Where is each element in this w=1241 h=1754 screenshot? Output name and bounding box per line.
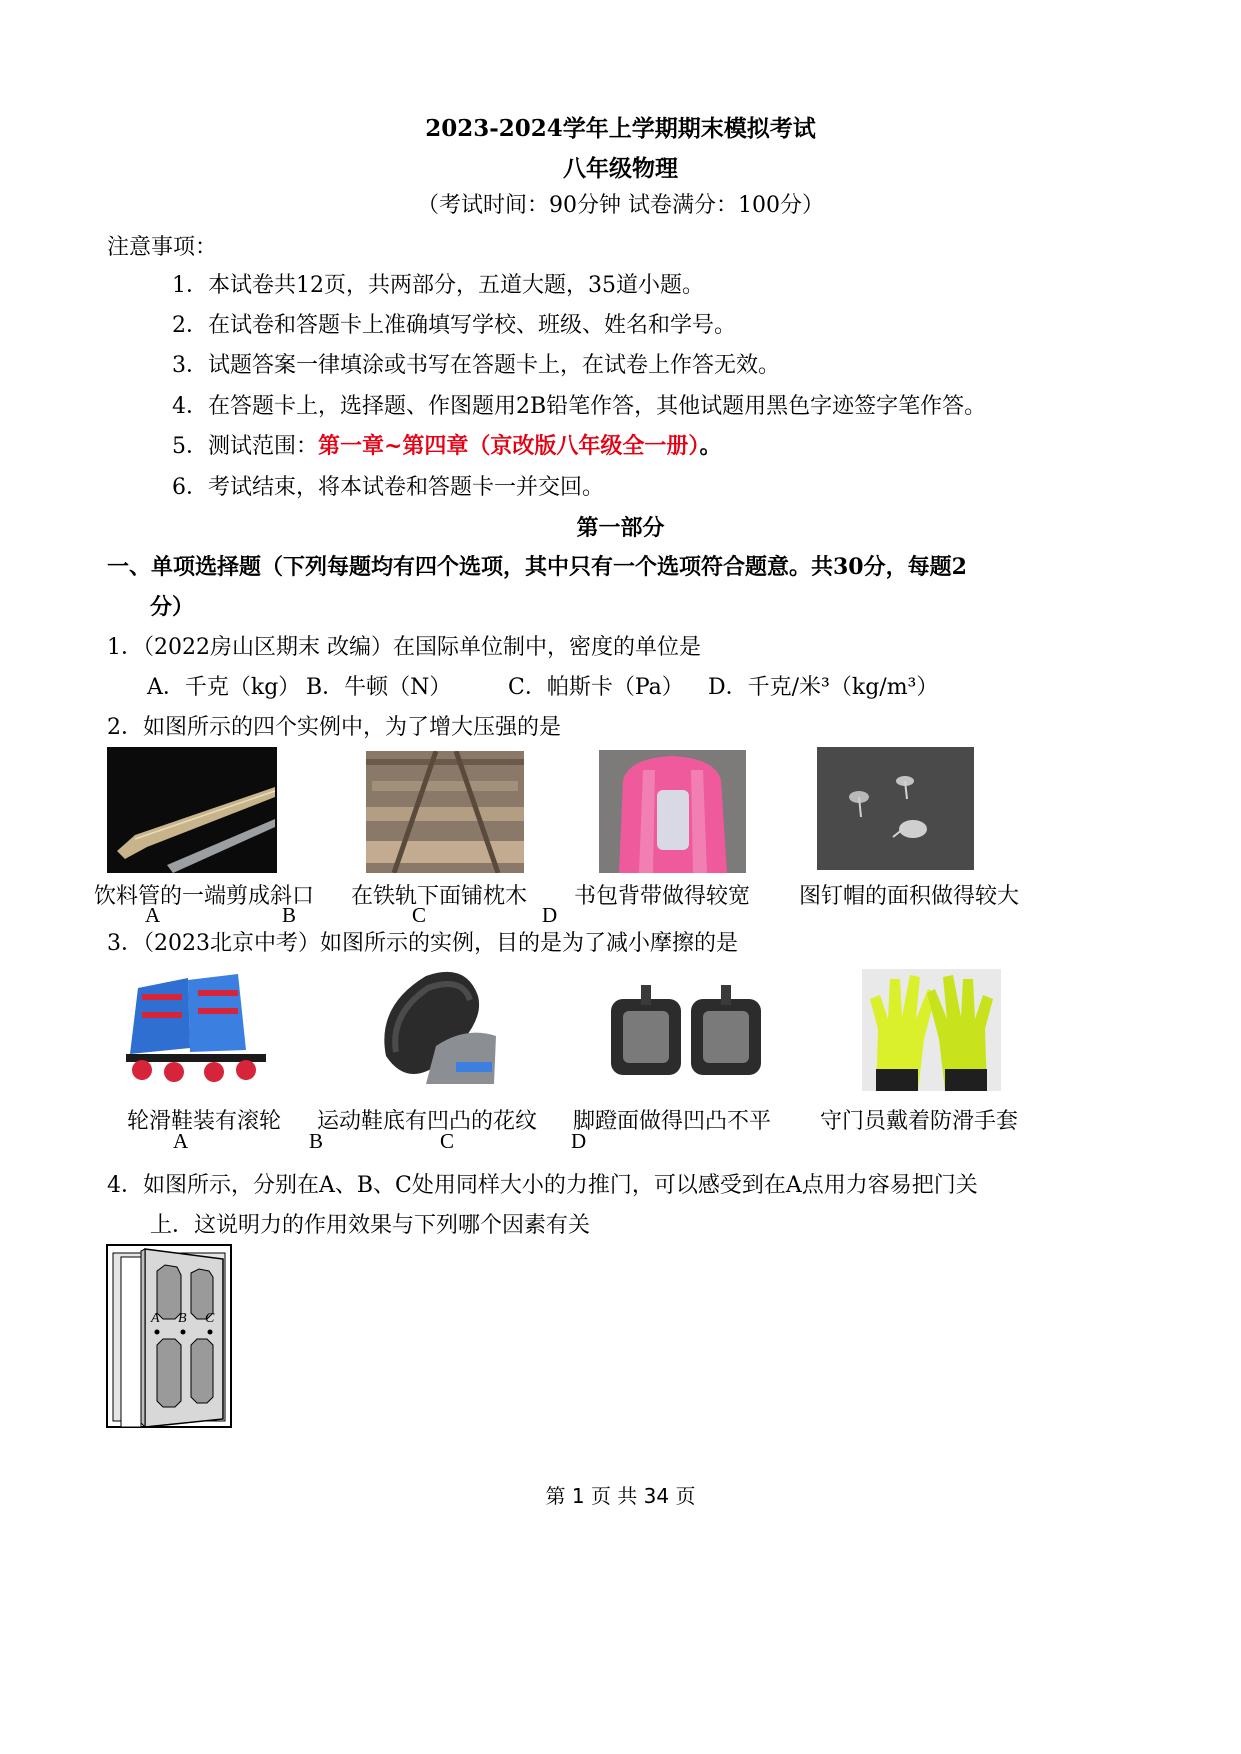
q3-stem: 3．（2023北京中考）如图所示的实例，目的是为了减小摩擦的是 <box>107 931 738 956</box>
pedal-image <box>605 985 768 1089</box>
q3-caption-d: 守门员戴着防滑手套 <box>820 1109 1019 1134</box>
section-heading-cont: 分） <box>150 594 195 620</box>
q2-caption-d: 图钉帽的面积做得较大 <box>799 884 1020 909</box>
notice-heading: 注意事项： <box>107 235 218 260</box>
door-point-a: A <box>151 1311 160 1326</box>
q2-caption-b: 在铁轨下面铺枕木 <box>351 884 528 909</box>
notice-item-3: 3．试题答案一律填涂或书写在答题卡上，在试卷上作答无效。 <box>172 353 780 378</box>
test-scope: 第一章~第四章（京改版八年级全一册） <box>318 433 700 459</box>
q3-letter-a: A <box>173 1129 189 1153</box>
door-diagram <box>105 1243 233 1429</box>
q3-letter-d: D <box>571 1129 587 1153</box>
notice-item-2: 2．在试卷和答题卡上准确填写学校、班级、姓名和学号。 <box>172 313 736 338</box>
q2-stem: 2．如图所示的四个实例中，为了增大压强的是 <box>107 715 561 740</box>
rollerskate-image <box>118 968 274 1086</box>
thumbtack-image <box>817 747 974 870</box>
notice-item-1: 1．本试卷共12页，共两部分，五道大题，35道小题。 <box>172 273 704 298</box>
q1-stem: 1．（2022房山区期末 改编）在国际单位制中，密度的单位是 <box>107 635 701 660</box>
exam-info: （考试时间：90分钟 试卷满分：100分） <box>417 193 824 218</box>
part-title: 第一部分 <box>576 515 665 541</box>
q1-option-c: C．帕斯卡（Pa） <box>508 675 684 700</box>
section-heading: 一、单项选择题（下列每题均有四个选项，其中只有一个选项符合题意。共30分，每题2 <box>107 554 967 580</box>
q2-letter-b: B <box>282 903 297 927</box>
gloves-image <box>862 969 1001 1091</box>
schoolbag-image <box>599 750 746 873</box>
q4-stem-line1: 4．如图所示，分别在A、B、C处用同样大小的力推门，可以感受到在A点用力容易把门关 <box>107 1173 978 1198</box>
page-footer: 第 1 页 共 34 页 <box>545 1484 696 1508</box>
q2-letter-c: C <box>412 903 427 927</box>
straw-image <box>107 747 277 873</box>
q1-option-b: B．牛顿（N） <box>306 675 452 700</box>
q3-letter-b: B <box>309 1129 324 1153</box>
notice-item-5-prefix: 5．测试范围： <box>172 434 318 459</box>
q2-letter-a: A <box>145 903 161 927</box>
subject-title: 八年级物理 <box>563 155 678 182</box>
q3-caption-c: 脚蹬面做得凹凸不平 <box>573 1109 772 1134</box>
notice-item-5-suffix: 。 <box>699 433 722 459</box>
notice-item-5 <box>172 429 721 460</box>
notice-item-4: 4．在答题卡上，选择题、作图题用2B铅笔作答，其他试题用黑色字迹签字笔作答。 <box>172 394 987 419</box>
q1-option-a: A．千克（kg） <box>147 675 301 700</box>
q3-letter-c: C <box>440 1129 455 1153</box>
door-point-b: B <box>178 1311 187 1326</box>
railway-image <box>366 751 524 873</box>
door-point-c: C <box>205 1311 215 1326</box>
sneaker-image <box>366 966 500 1090</box>
q1-option-d: D．千克/米³（kg/m³） <box>708 675 939 700</box>
q3-caption-a: 轮滑鞋装有滚轮 <box>127 1109 282 1134</box>
q2-caption-c: 书包背带做得较宽 <box>574 884 751 909</box>
q4-stem-line2: 上．这说明力的作用效果与下列哪个因素有关 <box>150 1213 591 1238</box>
exam-title: 2023-2024学年上学期期末模拟考试 <box>425 115 816 142</box>
q2-letter-d: D <box>542 903 558 927</box>
q2-caption-a: 饮料管的一端剪成斜口 <box>94 884 315 909</box>
notice-item-6: 6．考试结束，将本试卷和答题卡一并交回。 <box>172 475 604 500</box>
q3-caption-b: 运动鞋底有凹凸的花纹 <box>317 1109 538 1134</box>
